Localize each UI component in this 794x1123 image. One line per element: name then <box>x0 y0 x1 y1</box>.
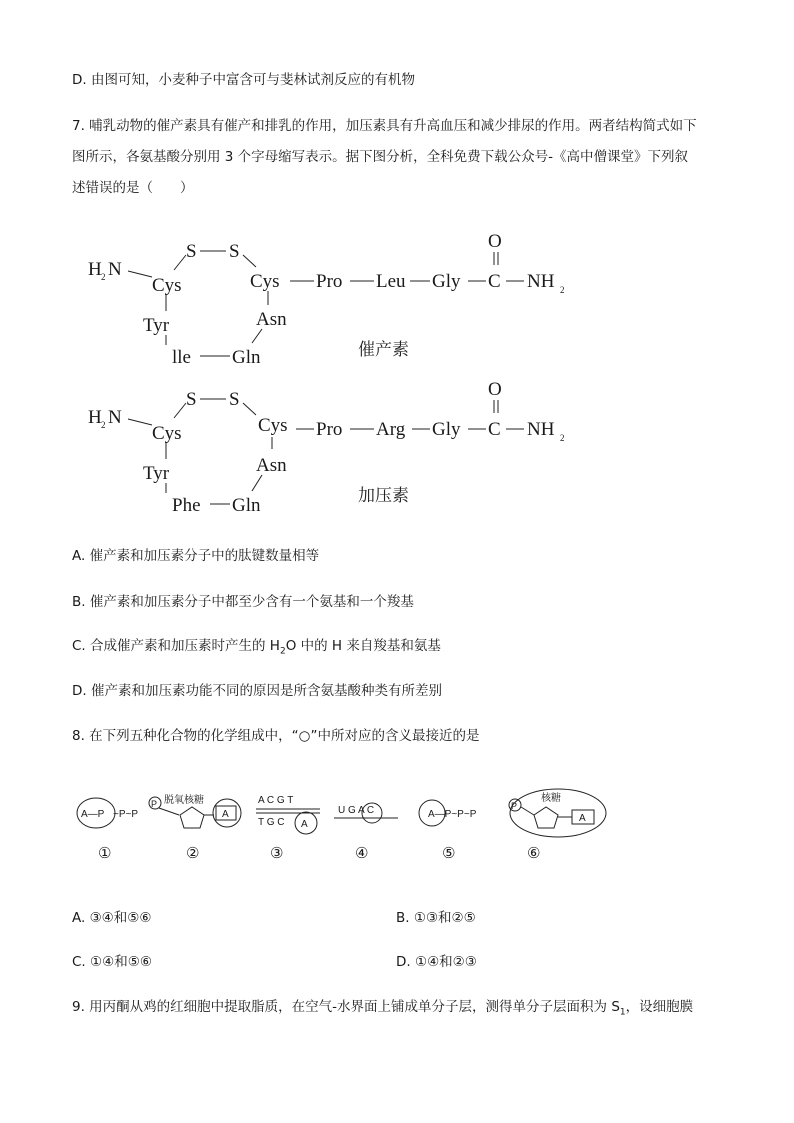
f6-num: ⑥ <box>527 844 541 862</box>
q7-stem-line1: 7. 哺乳动物的催产素具有催产和排乳的作用，加压素具有升高血压和减少排尿的作用。两者结构简式如下 <box>72 118 697 134</box>
q7-option-a: A. 催产素和加压素分子中的肽键数量相等 <box>72 548 320 564</box>
oxy-s1: S <box>186 241 197 262</box>
f1-text: A—P <box>81 809 105 820</box>
f6-p: P <box>511 801 518 811</box>
figure-6 <box>509 789 606 862</box>
f3-circ: A <box>301 819 308 830</box>
vaso-c: C <box>488 419 501 440</box>
oxy-nh-sub: 2 <box>560 285 565 295</box>
peptide-structure-diagram <box>0 225 794 525</box>
q9-stem <box>72 995 693 1018</box>
oxy-nh: NH <box>527 271 555 292</box>
vaso-asn: Asn <box>256 455 287 476</box>
q7-option-c <box>72 634 441 657</box>
oxy-cys1: Cys <box>152 275 182 296</box>
q9-stem-post: ，设细胞膜 <box>625 999 694 1015</box>
q9-stem-sub: 1 <box>619 1007 626 1018</box>
f2-num: ② <box>186 844 200 862</box>
f1-tail: ~P~P <box>113 809 139 820</box>
oxy-cys2: Cys <box>250 271 280 292</box>
vasopressin-structure <box>88 379 565 516</box>
oxy-gly: Gly <box>432 271 461 292</box>
oxy-amino-sub: 2 <box>101 272 106 282</box>
f3-top: A C G T <box>258 795 294 806</box>
oxytocin-label: 催产素 <box>358 340 409 360</box>
oxy-c: C <box>488 271 501 292</box>
f4-text: U G A C <box>338 805 375 816</box>
figure-3 <box>256 795 320 862</box>
vaso-cys2: Cys <box>258 415 288 436</box>
f6-base: A <box>579 813 586 824</box>
vaso-cys1: Cys <box>152 423 182 444</box>
q7-option-d: D. 催产素和加压素功能不同的原因是所含氨基酸种类有所差别 <box>72 683 442 699</box>
f2-base: A <box>222 809 229 820</box>
q7-option-c-post: O 中的 H 来自羧基和氨基 <box>285 638 441 654</box>
oxy-asn: Asn <box>256 309 287 330</box>
vaso-s1: S <box>186 389 197 410</box>
q8-option-d: D. ①④和②③ <box>396 954 477 970</box>
figure-5 <box>419 800 477 862</box>
vaso-amino-sub: 2 <box>101 420 106 430</box>
vaso-phe: Phe <box>172 495 201 516</box>
q8-option-a: A. ③④和⑤⑥ <box>72 910 152 926</box>
f2-p: P <box>151 799 158 809</box>
oxy-o: O <box>488 231 502 252</box>
oxy-gln: Gln <box>232 347 261 368</box>
q6-option-d: D. 由图可知，小麦种子中富含可与斐林试剂反应的有机物 <box>72 72 415 88</box>
figure-2 <box>149 793 241 862</box>
vaso-pro: Pro <box>316 419 343 440</box>
q8-stem: 8. 在下列五种化合物的化学组成中，“○”中所对应的含义最接近的是 <box>72 728 480 744</box>
oxy-tyr: Tyr <box>143 315 170 336</box>
f1-num: ① <box>98 844 112 862</box>
oxy-s2: S <box>229 241 240 262</box>
vasopressin-label: 加压素 <box>358 486 409 506</box>
oxy-amino-h: H <box>88 259 102 280</box>
figure-4 <box>334 803 398 862</box>
f5-num: ⑤ <box>442 844 456 862</box>
oxy-ile: lle <box>172 347 191 368</box>
f2-sugar: 脱氧核糖 <box>164 795 204 806</box>
vaso-o: O <box>488 379 502 400</box>
vaso-s2: S <box>229 389 240 410</box>
f3-bottom: T G C <box>258 817 285 828</box>
f4-num: ④ <box>355 844 369 862</box>
figure-1 <box>77 798 138 862</box>
oxy-pro: Pro <box>316 271 343 292</box>
vaso-tyr: Tyr <box>143 463 170 484</box>
q7-stem-line2: 图所示，各氨基酸分别用 3 个字母缩写表示。据下图分析，全科免费下载公众号-《高中僧课堂》下列叙 <box>72 149 689 165</box>
oxytocin-structure <box>88 231 565 368</box>
q9-stem-pre: 9. 用丙酮从鸡的红细胞中提取脂质，在空气-水界面上铺成单分子层，测得单分子层面积为 S <box>72 999 620 1015</box>
oxy-amino-n: N <box>108 259 122 280</box>
q8-option-c: C. ①④和⑤⑥ <box>72 954 152 970</box>
oxy-leu: Leu <box>376 271 406 292</box>
vaso-gly: Gly <box>432 419 461 440</box>
q8-option-b: B. ①③和②⑤ <box>396 910 476 926</box>
q7-option-c-pre: C. 合成催产素和加压素时产生的 H <box>72 638 280 654</box>
vaso-arg: Arg <box>376 419 406 440</box>
q7-stem-line3: 述错误的是（ ） <box>72 180 194 196</box>
f5-text: A—P~P~P <box>428 809 477 820</box>
vaso-nh: NH <box>527 419 555 440</box>
q7-option-b: B. 催产素和加压素分子中都至少含有一个氨基和一个羧基 <box>72 594 414 610</box>
q7-option-c-sub: 2 <box>279 646 286 657</box>
vaso-amino-h: H <box>88 407 102 428</box>
f6-sugar: 核糖 <box>541 793 561 804</box>
f3-num: ③ <box>270 844 284 862</box>
vaso-amino-n: N <box>108 407 122 428</box>
vaso-gln: Gln <box>232 495 261 516</box>
q8-figures <box>0 785 794 865</box>
vaso-nh-sub: 2 <box>560 433 565 443</box>
